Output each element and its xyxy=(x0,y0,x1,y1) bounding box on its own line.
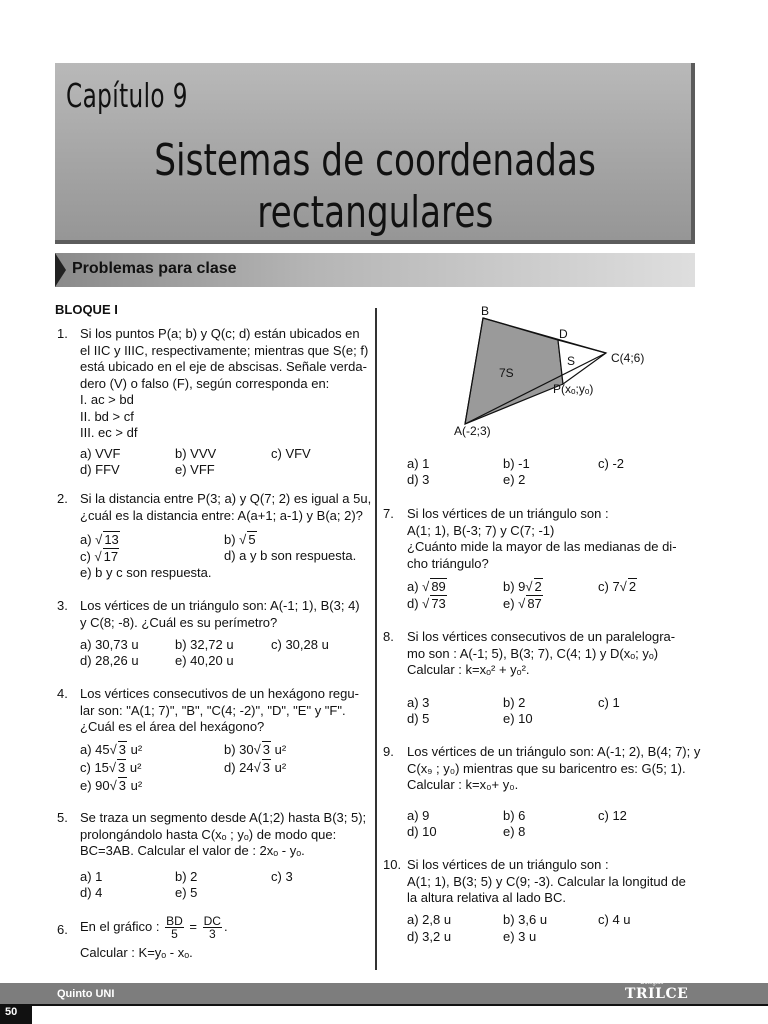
option-a: a) √ 13 xyxy=(80,532,119,547)
problem-number: 10. xyxy=(383,857,402,872)
option-d: d) 24√ 3 u² xyxy=(224,760,287,775)
option-b: b) 2 xyxy=(503,695,526,710)
option-c: c) 30,28 u xyxy=(271,637,329,652)
option-e: e) 90√ 3 u² xyxy=(80,778,143,793)
problem-number: 7. xyxy=(383,506,394,521)
label-S: S xyxy=(567,354,576,368)
label-C: C(4;6) xyxy=(611,351,645,365)
problem-number: 2. xyxy=(57,491,68,506)
option-d: d) 10 xyxy=(407,824,437,839)
option-d: d) a y b son respuesta. xyxy=(224,548,357,563)
section-arrow-icon xyxy=(55,253,66,287)
problem-10-text: Si los vértices de un triángulo son : A(1; 1), B(3; 5) y C(9; -3). Calcular la longitud de la altura relativa al lado BC. xyxy=(407,857,686,905)
option-c: c) -2 xyxy=(598,456,624,471)
option-d: d) 3 xyxy=(407,472,430,487)
problem-9-text: Los vértices de un triángulo son: A(-1; 2), B(4; 7); y C(x₉ ; y₀) mientras que su baricentro es: G(5; 1). Calcular : k=x₀+ y₀. xyxy=(407,744,701,792)
option-a: a) 9 xyxy=(407,808,430,823)
label-A: A(-2;3) xyxy=(454,424,491,438)
option-a: a) 1 xyxy=(80,869,103,884)
option-a: a) 30,73 u xyxy=(80,637,139,652)
option-e: e) 3 u xyxy=(503,929,537,944)
column-divider xyxy=(375,308,377,970)
problem-6-text: En el gráfico : $\frac{BD}{5}$ = $\frac{DC}{3}$ . xyxy=(80,914,228,942)
option-a: a) √ 89 xyxy=(407,579,446,594)
option-e: e) 8 xyxy=(503,824,526,839)
page-number: 50 xyxy=(5,1006,18,1018)
problem-7-text: Si los vértices de un triángulo son : A(1; 1), B(-3; 7) y C(7; -1) ¿Cuánto mide la mayor de las medianas de di- cho triángulo? xyxy=(407,506,677,571)
trilce-logo: TRILCE xyxy=(625,986,689,1002)
chapter-label: Capítulo 9 xyxy=(66,76,188,115)
option-a: a) 1 xyxy=(407,456,430,471)
option-a: a) 2,8 u xyxy=(407,912,452,927)
fraction-bd: $\frac{BD}{5}$ xyxy=(166,914,183,942)
option-d: d) √ 73 xyxy=(407,596,446,611)
footer-course: Quinto UNI xyxy=(57,988,115,1000)
option-d: d) 28,26 u xyxy=(80,653,139,668)
footer-rule xyxy=(32,1004,768,1006)
option-e: e) 10 xyxy=(503,711,533,726)
label-B: B xyxy=(481,304,490,318)
problem-number: 8. xyxy=(383,629,394,644)
option-c: c) 1 xyxy=(598,695,620,710)
option-c: c) 15√ 3 u² xyxy=(80,760,142,775)
option-a: a) 3 xyxy=(407,695,430,710)
option-b: b) 30√ 3 u² xyxy=(224,742,287,757)
problem-number: 4. xyxy=(57,686,68,701)
option-b: b) 2 xyxy=(175,869,198,884)
option-b: b) -1 xyxy=(503,456,530,471)
section-title: Problemas para clase xyxy=(72,260,237,277)
option-c: c) 12 xyxy=(598,808,627,823)
option-e: e) VFF xyxy=(175,462,215,477)
bloque-heading: BLOQUE I xyxy=(55,302,118,317)
page-title-line2: rectangulares xyxy=(256,187,494,238)
option-c: c) √ 17 xyxy=(80,549,119,564)
footer-logo-subtitle: Colegios xyxy=(640,980,664,986)
problem-number: 9. xyxy=(383,744,394,759)
option-e: e) 2 xyxy=(503,472,526,487)
problem-4-text: Los vértices consecutivos de un hexágono regu- lar son: "A(1; 7)", "B", "C(4; -2)", "D", "E" y "F". ¿Cuál es el área del hexágono? xyxy=(80,686,359,734)
label-D: D xyxy=(559,327,568,341)
option-c: c) 4 u xyxy=(598,912,631,927)
option-a: a) 45√ 3 u² xyxy=(80,742,143,757)
option-e: e) 40,20 u xyxy=(175,653,234,668)
problem-8-text: Si los vértices consecutivos de un paralelogra- mo son : A(-1; 5), B(3; 7), C(4; 1) y D(xₒ; yₒ) Calcular : k=xₒ² + yₒ². xyxy=(407,629,676,677)
option-d: d) 5 xyxy=(407,711,430,726)
option-b: b) 9√ 2 xyxy=(503,579,542,594)
option-b: b) 3,6 u xyxy=(503,912,548,927)
problem-2-text: Si la distancia entre P(3; a) y Q(7; 2) es igual a 5u, ¿cuál es la distancia entre: A(a+1; a-1) y B(a; 2)? xyxy=(80,491,372,523)
option-e: e) √ 87 xyxy=(503,596,542,611)
option-b: b) VVV xyxy=(175,446,217,461)
label-7S: 7S xyxy=(499,366,514,380)
problem-number: 3. xyxy=(57,598,68,613)
option-c: c) 7√ 2 xyxy=(598,579,637,594)
fraction-dc: $\frac{DC}{3}$ xyxy=(203,914,221,942)
problem-5-text: Se traza un segmento desde A(1;2) hasta B(3; 5); prolongándolo hasta C(xₒ ; yₒ) de modo que: BC=3AB. Calcular el valor de : 2xₒ - yₒ. xyxy=(80,810,367,858)
problem-number: 6. xyxy=(57,922,68,937)
option-d: d) FFV xyxy=(80,462,120,477)
option-c: c) VFV xyxy=(271,446,311,461)
page-title-line1: Sistemas de coordenadas xyxy=(154,135,596,186)
problem-6-calc: Calcular : K=yₒ - xₒ. xyxy=(80,945,193,960)
option-b: b) 6 xyxy=(503,808,526,823)
option-c: c) 3 xyxy=(271,869,293,884)
option-b: b) √ 5 xyxy=(224,532,256,547)
problem-number: 1. xyxy=(57,326,68,341)
option-d: d) 3,2 u xyxy=(407,929,452,944)
problem-number: 5. xyxy=(57,810,68,825)
option-a: a) VVF xyxy=(80,446,121,461)
label-P: P(xₒ;yₒ) xyxy=(553,382,594,396)
option-e: e) b y c son respuesta. xyxy=(80,565,212,580)
option-d: d) 4 xyxy=(80,885,103,900)
option-b: b) 32,72 u xyxy=(175,637,234,652)
problem-3-text: Los vértices de un triángulo son: A(-1; 1), B(3; 4) y C(8; -8). ¿Cuál es su perímetro? xyxy=(80,598,360,630)
option-e: e) 5 xyxy=(175,885,198,900)
problem-1-text: Si los puntos P(a; b) y Q(c; d) están ubicados en el IIC y IIIC, respectivamente; mientras que S(e; f) está ubicado en el eje de abscisas. Señale verda- dero (V) o falso (F), según corresponda en: I. ac > bd II. bd > cf III. ec > df xyxy=(80,326,369,440)
